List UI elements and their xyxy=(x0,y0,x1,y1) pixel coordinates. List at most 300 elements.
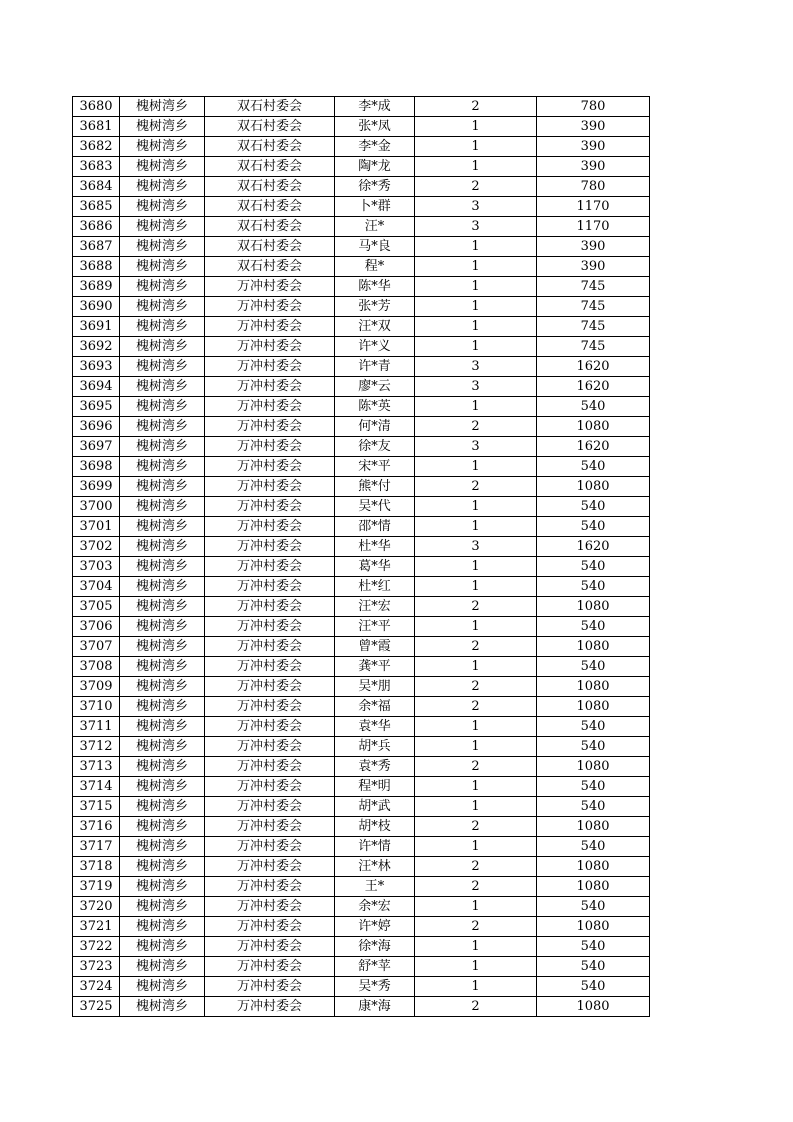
amount-cell: 1620 xyxy=(537,537,650,557)
household-size-cell: 1 xyxy=(415,157,537,177)
table-row xyxy=(73,997,650,1017)
village-committee-cell: 万冲村委会 xyxy=(205,817,335,837)
household-size-cell: 1 xyxy=(415,657,537,677)
amount-cell: 780 xyxy=(537,177,650,197)
name-cell: 张*芳 xyxy=(335,297,415,317)
amount-cell: 540 xyxy=(537,577,650,597)
household-size-cell: 1 xyxy=(415,837,537,857)
row-number-cell: 3705 xyxy=(73,597,120,617)
name-cell: 汪*林 xyxy=(335,857,415,877)
table-row xyxy=(73,317,650,337)
row-number-cell: 3716 xyxy=(73,817,120,837)
township-cell: 槐树湾乡 xyxy=(120,97,205,117)
amount-cell: 1080 xyxy=(537,477,650,497)
household-size-cell: 1 xyxy=(415,137,537,157)
name-cell: 程*明 xyxy=(335,777,415,797)
village-committee-cell: 万冲村委会 xyxy=(205,497,335,517)
township-cell: 槐树湾乡 xyxy=(120,957,205,977)
table-row xyxy=(73,677,650,697)
row-number-cell: 3709 xyxy=(73,677,120,697)
amount-cell: 745 xyxy=(537,297,650,317)
village-committee-cell: 万冲村委会 xyxy=(205,637,335,657)
village-committee-cell: 双石村委会 xyxy=(205,97,335,117)
household-size-cell: 1 xyxy=(415,117,537,137)
township-cell: 槐树湾乡 xyxy=(120,237,205,257)
township-cell: 槐树湾乡 xyxy=(120,997,205,1017)
village-committee-cell: 万冲村委会 xyxy=(205,577,335,597)
name-cell: 许*婷 xyxy=(335,917,415,937)
name-cell: 葛*华 xyxy=(335,557,415,577)
amount-cell: 540 xyxy=(537,737,650,757)
name-cell: 曾*霞 xyxy=(335,637,415,657)
amount-cell: 540 xyxy=(537,897,650,917)
table-row xyxy=(73,457,650,477)
township-cell: 槐树湾乡 xyxy=(120,717,205,737)
name-cell: 余*福 xyxy=(335,697,415,717)
row-number-cell: 3701 xyxy=(73,517,120,537)
household-size-cell: 2 xyxy=(415,857,537,877)
household-size-cell: 1 xyxy=(415,797,537,817)
name-cell: 程* xyxy=(335,257,415,277)
village-committee-cell: 万冲村委会 xyxy=(205,717,335,737)
row-number-cell: 3681 xyxy=(73,117,120,137)
table-row xyxy=(73,577,650,597)
name-cell: 袁*秀 xyxy=(335,757,415,777)
amount-cell: 745 xyxy=(537,317,650,337)
name-cell: 吴*秀 xyxy=(335,977,415,997)
row-number-cell: 3714 xyxy=(73,777,120,797)
household-size-cell: 2 xyxy=(415,477,537,497)
amount-cell: 540 xyxy=(537,557,650,577)
township-cell: 槐树湾乡 xyxy=(120,197,205,217)
village-committee-cell: 万冲村委会 xyxy=(205,777,335,797)
household-size-cell: 2 xyxy=(415,817,537,837)
village-committee-cell: 万冲村委会 xyxy=(205,917,335,937)
row-number-cell: 3721 xyxy=(73,917,120,937)
village-committee-cell: 双石村委会 xyxy=(205,137,335,157)
township-cell: 槐树湾乡 xyxy=(120,777,205,797)
amount-cell: 1080 xyxy=(537,877,650,897)
amount-cell: 540 xyxy=(537,457,650,477)
name-cell: 杜*华 xyxy=(335,537,415,557)
name-cell: 廖*云 xyxy=(335,377,415,397)
township-cell: 槐树湾乡 xyxy=(120,337,205,357)
township-cell: 槐树湾乡 xyxy=(120,437,205,457)
township-cell: 槐树湾乡 xyxy=(120,457,205,477)
village-committee-cell: 万冲村委会 xyxy=(205,457,335,477)
household-size-cell: 1 xyxy=(415,337,537,357)
village-committee-cell: 万冲村委会 xyxy=(205,357,335,377)
name-cell: 吴*代 xyxy=(335,497,415,517)
village-committee-cell: 万冲村委会 xyxy=(205,837,335,857)
row-number-cell: 3699 xyxy=(73,477,120,497)
name-cell: 陈*华 xyxy=(335,277,415,297)
row-number-cell: 3704 xyxy=(73,577,120,597)
village-committee-cell: 万冲村委会 xyxy=(205,297,335,317)
amount-cell: 540 xyxy=(537,937,650,957)
township-cell: 槐树湾乡 xyxy=(120,517,205,537)
township-cell: 槐树湾乡 xyxy=(120,397,205,417)
row-number-cell: 3697 xyxy=(73,437,120,457)
household-size-cell: 1 xyxy=(415,277,537,297)
row-number-cell: 3711 xyxy=(73,717,120,737)
amount-cell: 780 xyxy=(537,97,650,117)
village-committee-cell: 万冲村委会 xyxy=(205,957,335,977)
name-cell: 张*凤 xyxy=(335,117,415,137)
village-committee-cell: 万冲村委会 xyxy=(205,437,335,457)
amount-cell: 1080 xyxy=(537,697,650,717)
village-committee-cell: 万冲村委会 xyxy=(205,417,335,437)
name-cell: 康*海 xyxy=(335,997,415,1017)
village-committee-cell: 万冲村委会 xyxy=(205,877,335,897)
row-number-cell: 3720 xyxy=(73,897,120,917)
township-cell: 槐树湾乡 xyxy=(120,977,205,997)
name-cell: 许*情 xyxy=(335,837,415,857)
village-committee-cell: 万冲村委会 xyxy=(205,477,335,497)
township-cell: 槐树湾乡 xyxy=(120,597,205,617)
amount-cell: 745 xyxy=(537,337,650,357)
amount-cell: 540 xyxy=(537,777,650,797)
name-cell: 马*良 xyxy=(335,237,415,257)
village-committee-cell: 万冲村委会 xyxy=(205,657,335,677)
township-cell: 槐树湾乡 xyxy=(120,737,205,757)
name-cell: 汪*宏 xyxy=(335,597,415,617)
amount-cell: 390 xyxy=(537,117,650,137)
village-committee-cell: 双石村委会 xyxy=(205,117,335,137)
household-size-cell: 3 xyxy=(415,377,537,397)
village-committee-cell: 万冲村委会 xyxy=(205,277,335,297)
table-row xyxy=(73,337,650,357)
household-size-cell: 1 xyxy=(415,497,537,517)
amount-cell: 390 xyxy=(537,237,650,257)
village-committee-cell: 双石村委会 xyxy=(205,217,335,237)
table-body xyxy=(73,97,650,1017)
household-size-cell: 2 xyxy=(415,417,537,437)
township-cell: 槐树湾乡 xyxy=(120,837,205,857)
amount-cell: 1080 xyxy=(537,637,650,657)
table-row xyxy=(73,837,650,857)
township-cell: 槐树湾乡 xyxy=(120,577,205,597)
name-cell: 舒*苹 xyxy=(335,957,415,977)
village-committee-cell: 万冲村委会 xyxy=(205,317,335,337)
township-cell: 槐树湾乡 xyxy=(120,757,205,777)
township-cell: 槐树湾乡 xyxy=(120,477,205,497)
row-number-cell: 3717 xyxy=(73,837,120,857)
amount-cell: 1620 xyxy=(537,377,650,397)
name-cell: 胡*武 xyxy=(335,797,415,817)
village-committee-cell: 万冲村委会 xyxy=(205,737,335,757)
township-cell: 槐树湾乡 xyxy=(120,617,205,637)
village-committee-cell: 双石村委会 xyxy=(205,237,335,257)
amount-cell: 540 xyxy=(537,497,650,517)
township-cell: 槐树湾乡 xyxy=(120,897,205,917)
name-cell: 宋*平 xyxy=(335,457,415,477)
table-row xyxy=(73,297,650,317)
household-size-cell: 2 xyxy=(415,917,537,937)
table-row xyxy=(73,417,650,437)
amount-cell: 390 xyxy=(537,257,650,277)
table-row xyxy=(73,937,650,957)
township-cell: 槐树湾乡 xyxy=(120,657,205,677)
row-number-cell: 3707 xyxy=(73,637,120,657)
household-size-cell: 3 xyxy=(415,197,537,217)
village-committee-cell: 万冲村委会 xyxy=(205,337,335,357)
township-cell: 槐树湾乡 xyxy=(120,557,205,577)
table-row xyxy=(73,377,650,397)
table-row xyxy=(73,717,650,737)
name-cell: 汪*平 xyxy=(335,617,415,637)
name-cell: 胡*枝 xyxy=(335,817,415,837)
township-cell: 槐树湾乡 xyxy=(120,877,205,897)
table-row xyxy=(73,917,650,937)
row-number-cell: 3688 xyxy=(73,257,120,277)
township-cell: 槐树湾乡 xyxy=(120,257,205,277)
row-number-cell: 3718 xyxy=(73,857,120,877)
name-cell: 龚*平 xyxy=(335,657,415,677)
village-committee-cell: 双石村委会 xyxy=(205,257,335,277)
table-row xyxy=(73,697,650,717)
township-cell: 槐树湾乡 xyxy=(120,137,205,157)
township-cell: 槐树湾乡 xyxy=(120,497,205,517)
row-number-cell: 3713 xyxy=(73,757,120,777)
village-committee-cell: 万冲村委会 xyxy=(205,857,335,877)
table-row xyxy=(73,537,650,557)
village-committee-cell: 万冲村委会 xyxy=(205,757,335,777)
township-cell: 槐树湾乡 xyxy=(120,537,205,557)
village-committee-cell: 万冲村委会 xyxy=(205,997,335,1017)
table-row xyxy=(73,517,650,537)
subsidy-table xyxy=(72,96,650,1017)
table-row xyxy=(73,817,650,837)
township-cell: 槐树湾乡 xyxy=(120,317,205,337)
household-size-cell: 3 xyxy=(415,537,537,557)
row-number-cell: 3712 xyxy=(73,737,120,757)
table-row xyxy=(73,777,650,797)
name-cell: 杜*红 xyxy=(335,577,415,597)
row-number-cell: 3700 xyxy=(73,497,120,517)
household-size-cell: 1 xyxy=(415,237,537,257)
row-number-cell: 3725 xyxy=(73,997,120,1017)
table-row xyxy=(73,977,650,997)
row-number-cell: 3696 xyxy=(73,417,120,437)
village-committee-cell: 万冲村委会 xyxy=(205,597,335,617)
table-row xyxy=(73,957,650,977)
row-number-cell: 3684 xyxy=(73,177,120,197)
row-number-cell: 3693 xyxy=(73,357,120,377)
amount-cell: 1170 xyxy=(537,197,650,217)
village-committee-cell: 万冲村委会 xyxy=(205,537,335,557)
name-cell: 徐*秀 xyxy=(335,177,415,197)
name-cell: 汪* xyxy=(335,217,415,237)
household-size-cell: 1 xyxy=(415,297,537,317)
household-size-cell: 3 xyxy=(415,437,537,457)
household-size-cell: 1 xyxy=(415,977,537,997)
name-cell: 徐*友 xyxy=(335,437,415,457)
row-number-cell: 3687 xyxy=(73,237,120,257)
village-committee-cell: 万冲村委会 xyxy=(205,697,335,717)
table-row xyxy=(73,557,650,577)
table-row xyxy=(73,477,650,497)
amount-cell: 1080 xyxy=(537,817,650,837)
village-committee-cell: 万冲村委会 xyxy=(205,797,335,817)
household-size-cell: 2 xyxy=(415,757,537,777)
amount-cell: 540 xyxy=(537,797,650,817)
household-size-cell: 2 xyxy=(415,677,537,697)
table-row xyxy=(73,497,650,517)
name-cell: 汪*双 xyxy=(335,317,415,337)
table-row xyxy=(73,137,650,157)
table-row xyxy=(73,217,650,237)
amount-cell: 1620 xyxy=(537,437,650,457)
amount-cell: 540 xyxy=(537,977,650,997)
household-size-cell: 2 xyxy=(415,637,537,657)
table-row xyxy=(73,117,650,137)
township-cell: 槐树湾乡 xyxy=(120,797,205,817)
amount-cell: 1080 xyxy=(537,997,650,1017)
household-size-cell: 1 xyxy=(415,777,537,797)
amount-cell: 1080 xyxy=(537,857,650,877)
table-row xyxy=(73,797,650,817)
row-number-cell: 3715 xyxy=(73,797,120,817)
row-number-cell: 3686 xyxy=(73,217,120,237)
row-number-cell: 3691 xyxy=(73,317,120,337)
row-number-cell: 3703 xyxy=(73,557,120,577)
household-size-cell: 2 xyxy=(415,997,537,1017)
township-cell: 槐树湾乡 xyxy=(120,937,205,957)
village-committee-cell: 双石村委会 xyxy=(205,197,335,217)
table-row xyxy=(73,897,650,917)
village-committee-cell: 万冲村委会 xyxy=(205,977,335,997)
table-row xyxy=(73,197,650,217)
township-cell: 槐树湾乡 xyxy=(120,417,205,437)
village-committee-cell: 双石村委会 xyxy=(205,177,335,197)
row-number-cell: 3708 xyxy=(73,657,120,677)
township-cell: 槐树湾乡 xyxy=(120,357,205,377)
township-cell: 槐树湾乡 xyxy=(120,917,205,937)
name-cell: 吴*朋 xyxy=(335,677,415,697)
household-size-cell: 1 xyxy=(415,957,537,977)
household-size-cell: 1 xyxy=(415,517,537,537)
name-cell: 胡*兵 xyxy=(335,737,415,757)
village-committee-cell: 万冲村委会 xyxy=(205,397,335,417)
name-cell: 陈*英 xyxy=(335,397,415,417)
row-number-cell: 3692 xyxy=(73,337,120,357)
table-row xyxy=(73,397,650,417)
table-row xyxy=(73,237,650,257)
name-cell: 陶*龙 xyxy=(335,157,415,177)
table-row xyxy=(73,857,650,877)
table-row xyxy=(73,657,650,677)
amount-cell: 540 xyxy=(537,617,650,637)
village-committee-cell: 万冲村委会 xyxy=(205,617,335,637)
row-number-cell: 3690 xyxy=(73,297,120,317)
township-cell: 槐树湾乡 xyxy=(120,817,205,837)
row-number-cell: 3723 xyxy=(73,957,120,977)
township-cell: 槐树湾乡 xyxy=(120,677,205,697)
amount-cell: 540 xyxy=(537,957,650,977)
household-size-cell: 1 xyxy=(415,717,537,737)
household-size-cell: 2 xyxy=(415,97,537,117)
amount-cell: 540 xyxy=(537,517,650,537)
village-committee-cell: 万冲村委会 xyxy=(205,677,335,697)
amount-cell: 1080 xyxy=(537,757,650,777)
row-number-cell: 3695 xyxy=(73,397,120,417)
row-number-cell: 3680 xyxy=(73,97,120,117)
household-size-cell: 2 xyxy=(415,597,537,617)
amount-cell: 1080 xyxy=(537,677,650,697)
table-row xyxy=(73,617,650,637)
household-size-cell: 1 xyxy=(415,937,537,957)
amount-cell: 1080 xyxy=(537,417,650,437)
table-row xyxy=(73,437,650,457)
household-size-cell: 2 xyxy=(415,177,537,197)
amount-cell: 1080 xyxy=(537,917,650,937)
household-size-cell: 1 xyxy=(415,617,537,637)
name-cell: 许*青 xyxy=(335,357,415,377)
amount-cell: 540 xyxy=(537,657,650,677)
township-cell: 槐树湾乡 xyxy=(120,217,205,237)
township-cell: 槐树湾乡 xyxy=(120,857,205,877)
township-cell: 槐树湾乡 xyxy=(120,117,205,137)
household-size-cell: 1 xyxy=(415,257,537,277)
township-cell: 槐树湾乡 xyxy=(120,277,205,297)
township-cell: 槐树湾乡 xyxy=(120,377,205,397)
household-size-cell: 1 xyxy=(415,897,537,917)
amount-cell: 1080 xyxy=(537,597,650,617)
village-committee-cell: 万冲村委会 xyxy=(205,937,335,957)
table-row xyxy=(73,757,650,777)
household-size-cell: 1 xyxy=(415,737,537,757)
household-size-cell: 1 xyxy=(415,457,537,477)
name-cell: 李*金 xyxy=(335,137,415,157)
amount-cell: 540 xyxy=(537,837,650,857)
village-committee-cell: 万冲村委会 xyxy=(205,897,335,917)
village-committee-cell: 双石村委会 xyxy=(205,157,335,177)
name-cell: 许*义 xyxy=(335,337,415,357)
household-size-cell: 3 xyxy=(415,217,537,237)
row-number-cell: 3702 xyxy=(73,537,120,557)
name-cell: 何*清 xyxy=(335,417,415,437)
row-number-cell: 3689 xyxy=(73,277,120,297)
table-row xyxy=(73,277,650,297)
household-size-cell: 3 xyxy=(415,357,537,377)
village-committee-cell: 万冲村委会 xyxy=(205,377,335,397)
table-row xyxy=(73,737,650,757)
household-size-cell: 1 xyxy=(415,397,537,417)
row-number-cell: 3724 xyxy=(73,977,120,997)
township-cell: 槐树湾乡 xyxy=(120,697,205,717)
township-cell: 槐树湾乡 xyxy=(120,297,205,317)
table-row xyxy=(73,877,650,897)
name-cell: 李*成 xyxy=(335,97,415,117)
row-number-cell: 3698 xyxy=(73,457,120,477)
name-cell: 熊*付 xyxy=(335,477,415,497)
name-cell: 卜*群 xyxy=(335,197,415,217)
table-row xyxy=(73,157,650,177)
row-number-cell: 3683 xyxy=(73,157,120,177)
table-row xyxy=(73,637,650,657)
row-number-cell: 3719 xyxy=(73,877,120,897)
table-row xyxy=(73,177,650,197)
name-cell: 余*宏 xyxy=(335,897,415,917)
row-number-cell: 3722 xyxy=(73,937,120,957)
row-number-cell: 3685 xyxy=(73,197,120,217)
household-size-cell: 1 xyxy=(415,577,537,597)
amount-cell: 1170 xyxy=(537,217,650,237)
household-size-cell: 2 xyxy=(415,697,537,717)
amount-cell: 540 xyxy=(537,397,650,417)
township-cell: 槐树湾乡 xyxy=(120,157,205,177)
